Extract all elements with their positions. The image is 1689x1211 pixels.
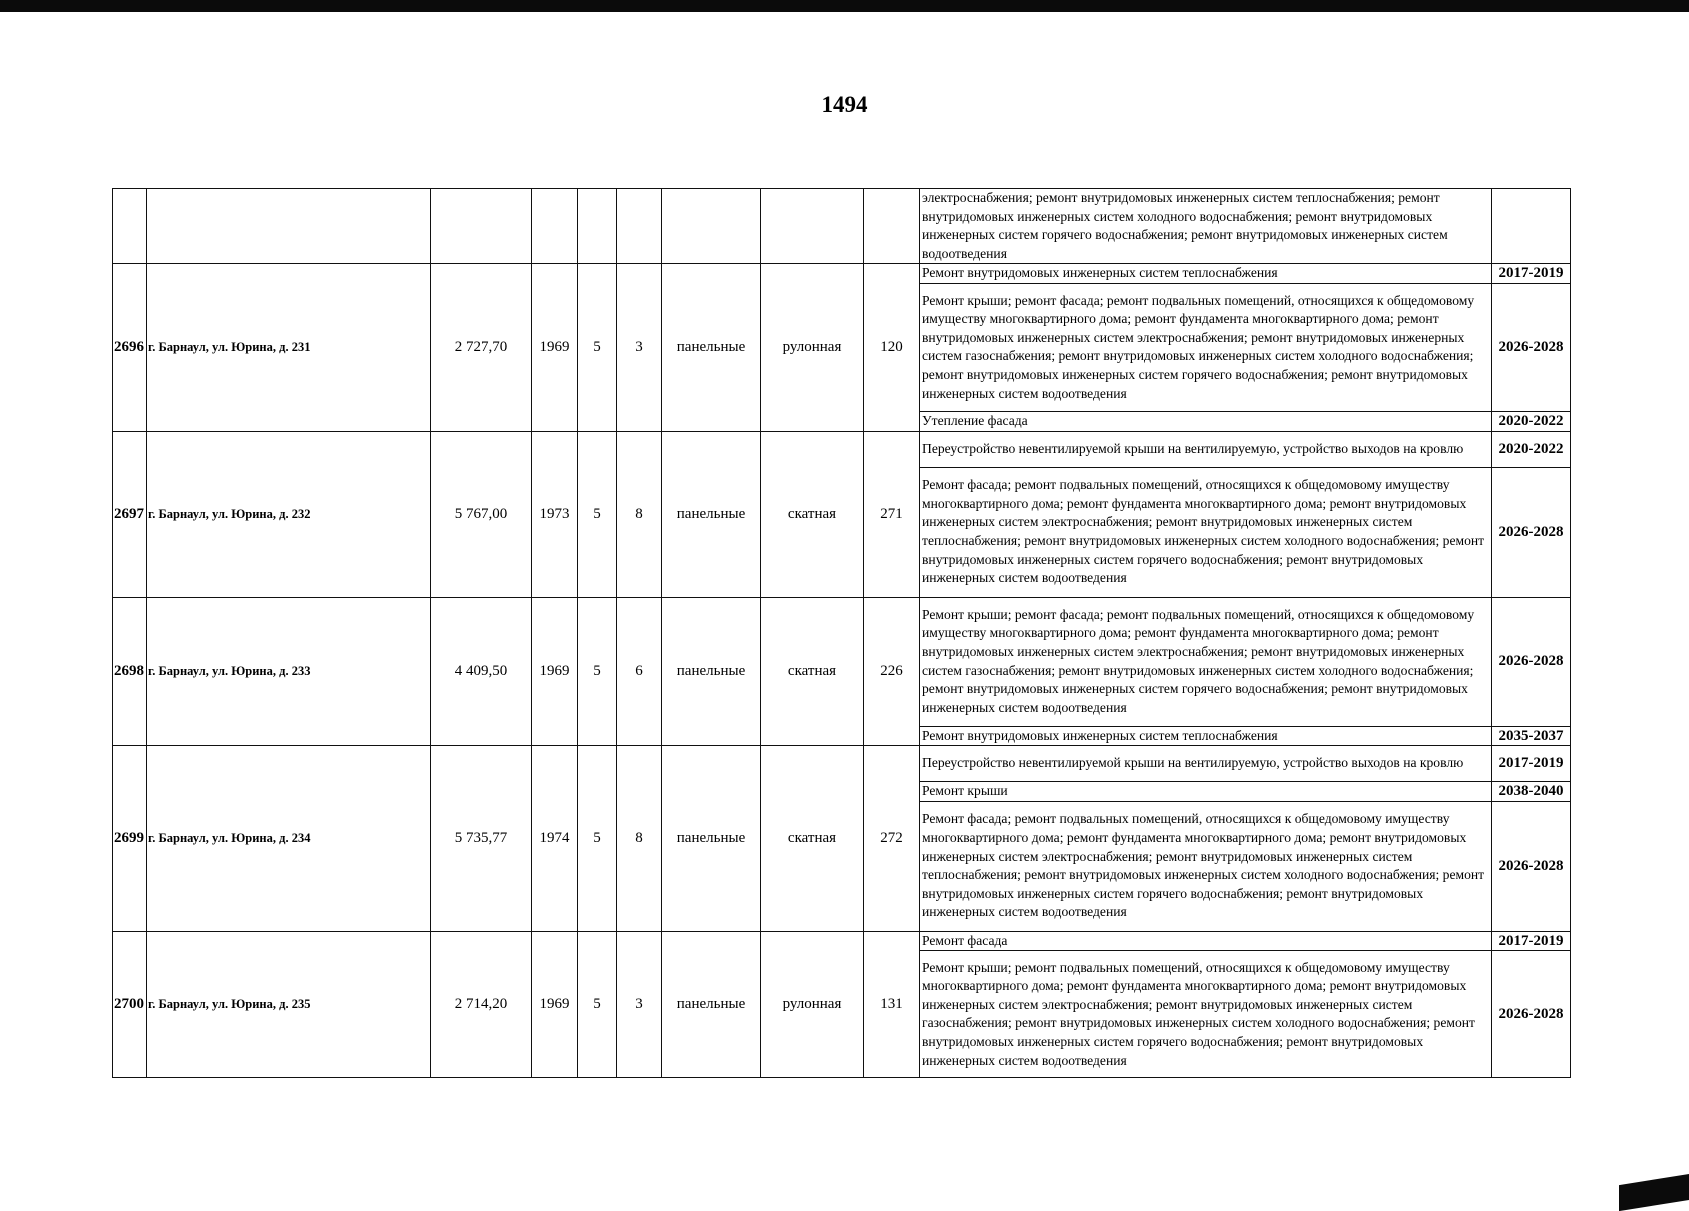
area-cell: 4 409,50: [431, 597, 532, 746]
table-row: [113, 597, 1571, 726]
roof-type-cell: [761, 189, 864, 264]
work-period-cell: 2026-2028: [1492, 283, 1571, 411]
work-period-cell: 2026-2028: [1492, 801, 1571, 931]
work-period-cell: 2020-2022: [1492, 411, 1571, 431]
work-description-cell: Ремонт крыши; ремонт подвальных помещений, относящихся к общедомовому имуществу многоквартирного дома; ремонт фундамента многоквартирного дома; ремонт внутридомовых инженерных систем электроснабжения; ремонт внутридомовых инженерных систем газоснабжения; ремонт внутридомовых инженерных систем холодного водоснабжения; ремонт внутридомовых инженерных систем горячего водоснабжения; ремонт внутридомовых инженерных систем водоотведения: [920, 951, 1492, 1078]
floors-cell: 5: [578, 597, 617, 746]
residents-cell: 131: [864, 931, 920, 1078]
work-description-cell: Ремонт крыши; ремонт фасада; ремонт подвальных помещений, относящихся к общедомовому имуществу многоквартирного дома; ремонт фундамента многоквартирного дома; ремонт внутридомовых инженерных систем электроснабжения; ремонт внутридомовых инженерных систем газоснабжения; ремонт внутридомовых инженерных систем холодного водоснабжения; ремонт внутридомовых инженерных систем горячего водоснабжения; ремонт внутридомовых инженерных систем водоотведения: [920, 597, 1492, 726]
residents-cell: [864, 189, 920, 264]
address-cell: [147, 189, 431, 264]
year-built-cell: [532, 189, 578, 264]
year-built-cell: 1974: [532, 746, 578, 932]
work-period-cell: 2017-2019: [1492, 746, 1571, 782]
entrances-cell: 8: [617, 746, 662, 932]
year-built-cell: 1969: [532, 931, 578, 1078]
residents-cell: 226: [864, 597, 920, 746]
row-number: 2697: [113, 431, 147, 597]
wall-material-cell: панельные: [662, 597, 761, 746]
year-built-cell: 1969: [532, 597, 578, 746]
scan-corner-mark: [1619, 1174, 1689, 1211]
table-row: [113, 264, 1571, 284]
wall-material-cell: панельные: [662, 264, 761, 431]
residents-cell: 272: [864, 746, 920, 932]
row-number: 2696: [113, 264, 147, 431]
row-number: 2699: [113, 746, 147, 932]
floors-cell: 5: [578, 431, 617, 597]
area-cell: 5 767,00: [431, 431, 532, 597]
address-cell: г. Барнаул, ул. Юрина, д. 235: [147, 931, 431, 1078]
wall-material-cell: панельные: [662, 746, 761, 932]
residents-cell: 271: [864, 431, 920, 597]
roof-type-cell: скатная: [761, 431, 864, 597]
residents-cell: 120: [864, 264, 920, 431]
work-period-cell: 2035-2037: [1492, 726, 1571, 746]
entrances-cell: 3: [617, 931, 662, 1078]
work-period-cell: 2038-2040: [1492, 782, 1571, 802]
table-row: [113, 931, 1571, 951]
roof-type-cell: скатная: [761, 746, 864, 932]
roof-type-cell: скатная: [761, 597, 864, 746]
work-period-cell: 2017-2019: [1492, 931, 1571, 951]
work-description-cell: Ремонт внутридомовых инженерных систем теплоснабжения: [920, 264, 1492, 284]
area-cell: 2 727,70: [431, 264, 532, 431]
work-period-cell: 2026-2028: [1492, 467, 1571, 597]
page-number: 1494: [821, 92, 868, 117]
area-cell: [431, 189, 532, 264]
work-description-cell: электроснабжения; ремонт внутридомовых инженерных систем теплоснабжения; ремонт внутридомовых инженерных систем холодного водоснабжения; ремонт внутридомовых инженерных систем горячего водоснабжения; ремонт внутридомовых инженерных систем водоотведения: [920, 189, 1492, 264]
entrances-cell: 6: [617, 597, 662, 746]
work-period-cell: 2020-2022: [1492, 431, 1571, 467]
address-cell: г. Барнаул, ул. Юрина, д. 234: [147, 746, 431, 932]
entrances-cell: 3: [617, 264, 662, 431]
roof-type-cell: рулонная: [761, 264, 864, 431]
work-period-cell: 2017-2019: [1492, 264, 1571, 284]
scan-top-border: [0, 0, 1689, 12]
work-description-cell: Ремонт фасада; ремонт подвальных помещений, относящихся к общедомовому имуществу многоквартирного дома; ремонт фундамента многоквартирного дома; ремонт внутридомовых инженерных систем электроснабжения; ремонт внутридомовых инженерных систем теплоснабжения; ремонт внутридомовых инженерных систем холодного водоснабжения; ремонт внутридомовых инженерных систем горячего водоснабжения; ремонт внутридомовых инженерных систем водоотведения: [920, 801, 1492, 931]
address-cell: г. Барнаул, ул. Юрина, д. 232: [147, 431, 431, 597]
entrances-cell: [617, 189, 662, 264]
floors-cell: 5: [578, 746, 617, 932]
table-body: [113, 189, 1571, 1078]
work-description-cell: Переустройство невентилируемой крыши на вентилируемую, устройство выходов на кровлю: [920, 746, 1492, 782]
work-period-cell: 2026-2028: [1492, 951, 1571, 1078]
work-description-cell: Ремонт крыши: [920, 782, 1492, 802]
work-description-cell: Ремонт внутридомовых инженерных систем теплоснабжения: [920, 726, 1492, 746]
repair-schedule-table: [112, 188, 1571, 1078]
area-cell: 5 735,77: [431, 746, 532, 932]
work-period-cell: [1492, 189, 1571, 264]
work-description-cell: Утепление фасада: [920, 411, 1492, 431]
year-built-cell: 1973: [532, 431, 578, 597]
work-description-cell: Ремонт крыши; ремонт фасада; ремонт подвальных помещений, относящихся к общедомовому имуществу многоквартирного дома; ремонт фундамента многоквартирного дома; ремонт внутридомовых инженерных систем электроснабжения; ремонт внутридомовых инженерных систем газоснабжения; ремонт внутридомовых инженерных систем холодного водоснабжения; ремонт внутридомовых инженерных систем горячего водоснабжения; ремонт внутридомовых инженерных систем водоотведения: [920, 283, 1492, 411]
wall-material-cell: панельные: [662, 431, 761, 597]
work-description-cell: Переустройство невентилируемой крыши на вентилируемую, устройство выходов на кровлю: [920, 431, 1492, 467]
row-number: 2700: [113, 931, 147, 1078]
year-built-cell: 1969: [532, 264, 578, 431]
row-number: [113, 189, 147, 264]
table-row: [113, 431, 1571, 467]
floors-cell: [578, 189, 617, 264]
table-row: [113, 189, 1571, 264]
wall-material-cell: панельные: [662, 931, 761, 1078]
row-number: 2698: [113, 597, 147, 746]
table-row: [113, 746, 1571, 782]
work-description-cell: Ремонт фасада: [920, 931, 1492, 951]
work-description-cell: Ремонт фасада; ремонт подвальных помещений, относящихся к общедомовому имуществу многоквартирного дома; ремонт фундамента многоквартирного дома; ремонт внутридомовых инженерных систем электроснабжения; ремонт внутридомовых инженерных систем теплоснабжения; ремонт внутридомовых инженерных систем холодного водоснабжения; ремонт внутридомовых инженерных систем горячего водоснабжения; ремонт внутридомовых инженерных систем водоотведения: [920, 467, 1492, 597]
address-cell: г. Барнаул, ул. Юрина, д. 233: [147, 597, 431, 746]
wall-material-cell: [662, 189, 761, 264]
area-cell: 2 714,20: [431, 931, 532, 1078]
floors-cell: 5: [578, 264, 617, 431]
floors-cell: 5: [578, 931, 617, 1078]
roof-type-cell: рулонная: [761, 931, 864, 1078]
address-cell: г. Барнаул, ул. Юрина, д. 231: [147, 264, 431, 431]
entrances-cell: 8: [617, 431, 662, 597]
work-period-cell: 2026-2028: [1492, 597, 1571, 726]
